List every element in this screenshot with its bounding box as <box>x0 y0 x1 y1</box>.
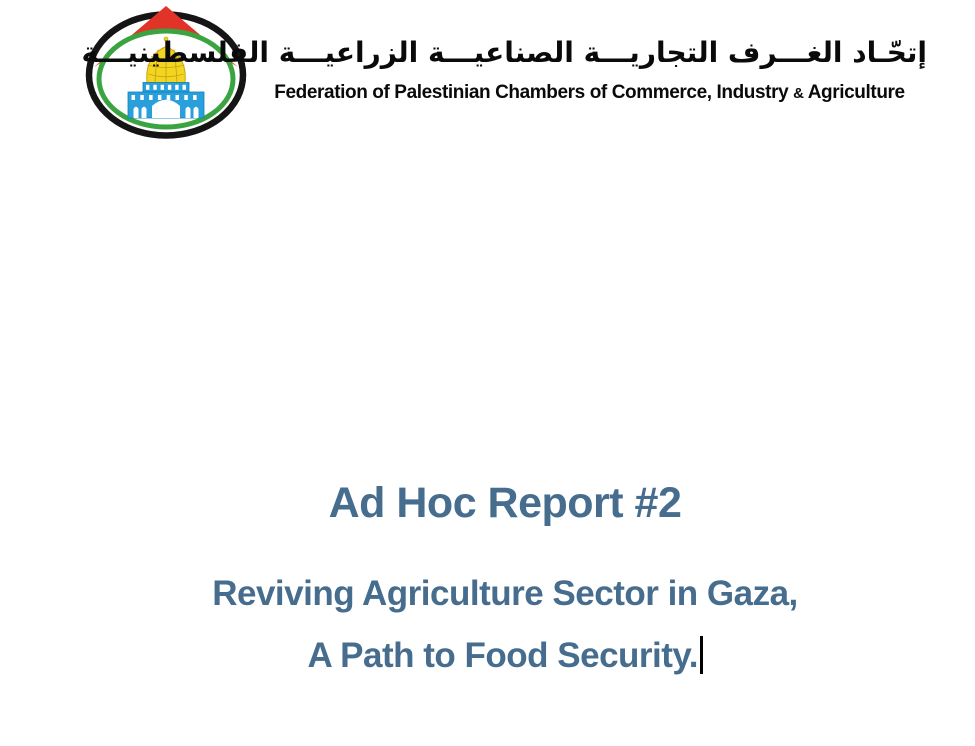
letterhead-arabic-title: إتحّـاد الغـــرف التجاريـــة الصناعيـــة الزراعيـــة الفلسطينيـــة <box>81 36 927 69</box>
letterhead-english-title <box>252 81 927 106</box>
report-title[interactable]: Ad Hoc Report #2 <box>328 479 682 527</box>
text-cursor <box>700 636 703 674</box>
english-title-segment: Agriculture <box>803 82 905 103</box>
report-subtitle-line2[interactable] <box>35 635 975 677</box>
letterhead-text <box>81 30 927 106</box>
english-title-segment: Federation of Palestinian Chambers of Commerce, Industry <box>274 82 794 103</box>
english-title-ampersand: & <box>793 85 804 102</box>
report-subtitle-line2-text[interactable]: A Path to Food Security. <box>307 636 699 675</box>
report-subtitle-line1[interactable]: Reviving Agriculture Sector in Gaza, <box>212 574 798 613</box>
